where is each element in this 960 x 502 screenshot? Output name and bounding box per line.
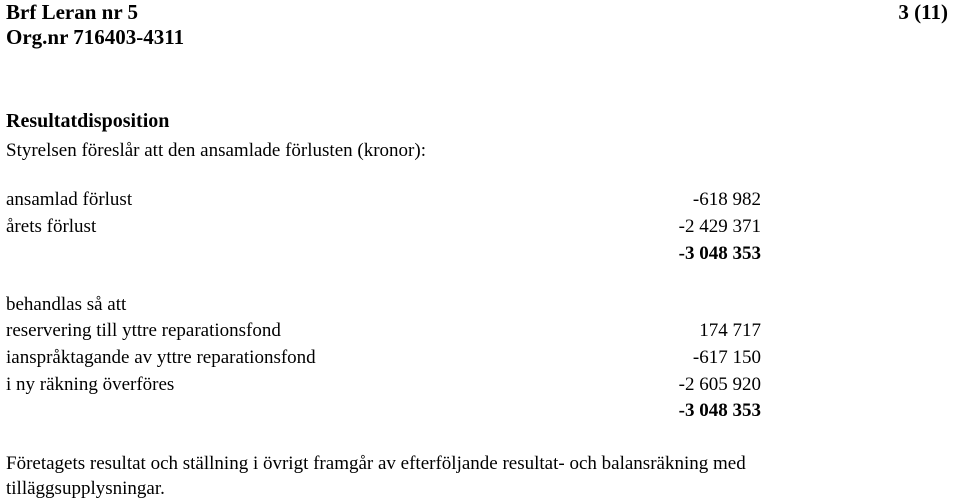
allocation-heading: behandlas så att [6, 294, 127, 315]
allocation-row-label: reservering till yttre reparationsfond [6, 320, 281, 341]
allocation-row-label: i ny räkning överföres [6, 374, 175, 395]
loss-row-value: -618 982 [692, 189, 761, 210]
footer-line-1: Företagets resultat och ställning i övrigt framgår av efterföljande resultat- och balansräkning med [6, 453, 746, 474]
org-number: Org.nr 716403-4311 [6, 25, 185, 49]
footer-line-2: tilläggsupplysningar. [6, 478, 165, 499]
loss-total: -3 048 353 [678, 243, 761, 264]
allocation-row-value: -617 150 [692, 347, 761, 368]
allocation-row-value: -2 605 920 [678, 374, 761, 395]
page-number: 3 (11) [898, 0, 948, 24]
allocation-total: -3 048 353 [678, 400, 761, 421]
loss-row-label: årets förlust [6, 216, 97, 237]
allocation-row-value: 174 717 [699, 320, 761, 341]
section-intro: Styrelsen föreslår att den ansamlade förlusten (kronor): [6, 140, 426, 161]
loss-row-value: -2 429 371 [678, 216, 761, 237]
company-name: Brf Leran nr 5 [6, 0, 139, 24]
section-title: Resultatdisposition [6, 110, 170, 132]
allocation-row-label: ianspråktagande av yttre reparationsfond [6, 347, 316, 368]
loss-row-label: ansamlad förlust [6, 189, 133, 210]
